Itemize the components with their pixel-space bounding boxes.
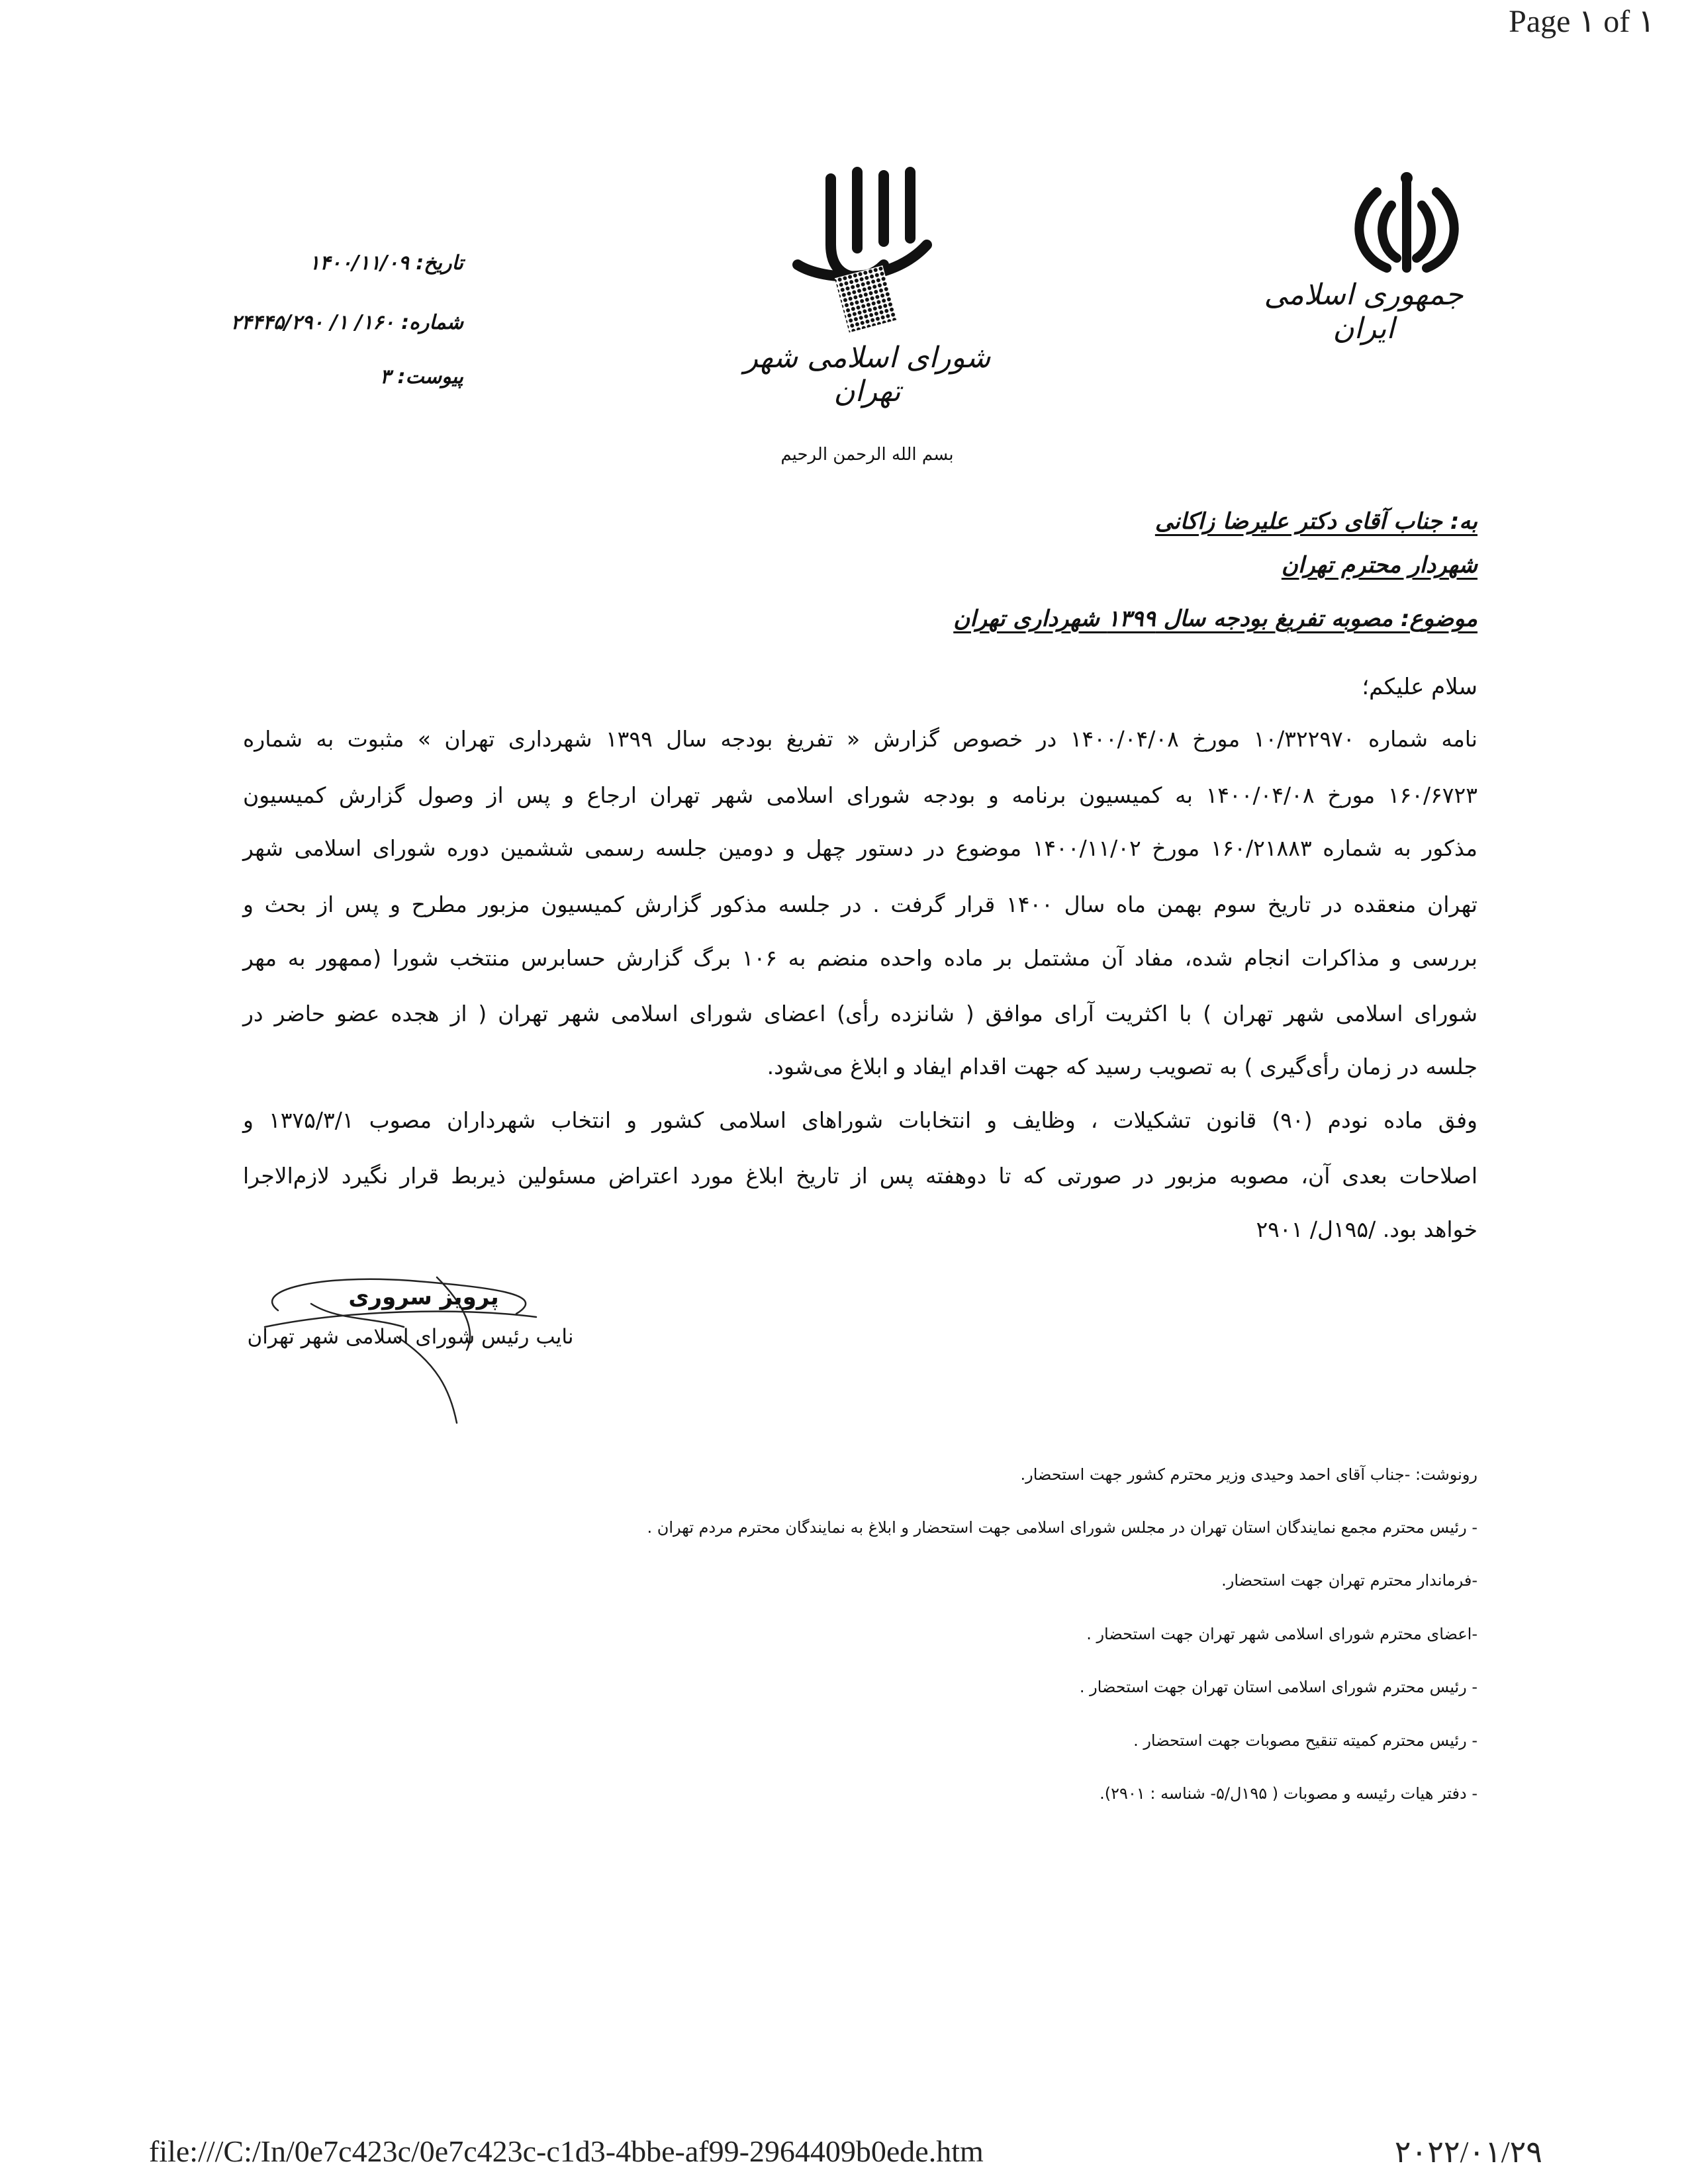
paragraph-line: ۱۶۰/۶۷۲۳ مورخ ۱۴۰۰/۰۴/۰۸ به کمیسیون برنامه و بودجه شورای اسلامی شهر تهران ارجاع و پس از وصول گزارش کمیسیون [243, 782, 1477, 808]
tehran-council-logo [784, 165, 937, 338]
cc-line: -فرماندار محترم تهران جهت استحضار. [1221, 1571, 1477, 1590]
letter-date: تاریخ: ۱۴۰۰/۱۱/۰۹ [309, 251, 463, 275]
cc-line: رونوشت: -جناب آقای احمد وحیدی وزیر محترم کشور جهت استحضار. [1020, 1465, 1477, 1484]
bismillah: بسم الله الرحمن الرحیم [780, 445, 954, 465]
cc-line: - دفتر هیات رئیسه و مصوبات ( ۱۹۵ل/۵- شناسه : ۲۹۰۱). [1100, 1784, 1477, 1803]
paragraph-line: شورای اسلامی شهر تهران ) با اکثریت آرای موافق ( شانزده رأی) اعضای شورای اسلامی شهر تهران ( از هجده عضو حاضر در [243, 1001, 1477, 1026]
letter-attachment: پیوست: ۳ [379, 365, 463, 388]
iran-emblem-logo [1331, 169, 1483, 281]
signatory-name: پرویز سروری [348, 1284, 499, 1310]
paragraph-line: بررسی و مذاکرات انجام شده، مفاد آن مشتمل بر ماده واحده منضم به ۱۰۶ برگ گزارش حسابرس منتخب شورا (ممهور به مهر [243, 945, 1477, 971]
signature-block [238, 1264, 609, 1436]
cc-line: - رئیس محترم کمیته تنقیح مصوبات جهت استحضار . [1133, 1731, 1477, 1750]
letter-number: شماره: ۱۶۰/ ۱/ ۲۴۴۴۵/۲۹۰ [230, 311, 463, 334]
paragraph-line: وفق ماده نودم (۹۰) قانون تشکیلات ، وظایف و انتخابات شوراهای اسلامی کشور و انتخاب شهرداران مصوب ۱۳۷۵/۳/۱ و [243, 1107, 1477, 1133]
letter-subject: موضوع: مصوبه تفریغ بودجه سال ۱۳۹۹ شهرداری تهران [953, 606, 1477, 632]
paragraph-line: جلسه در زمان رأی‌گیری ) به تصویب رسید که جهت اقدام ایفاد و ابلاغ می‌شود. [767, 1054, 1477, 1079]
page-indicator: Page ۱ of ۱ [1509, 4, 1655, 39]
council-logo-icon [784, 165, 937, 338]
council-caption: شورای اسلامی شهر تهران [743, 341, 991, 408]
cc-line: - رئیس محترم شورای اسلامی استان تهران جهت استحضار . [1079, 1678, 1477, 1696]
signatory-title: نایب رئیس شورای اسلامی شهر تهران [247, 1325, 574, 1349]
addressee-to: به: جناب آقای دکتر علیرضا زاکانی [1154, 508, 1477, 535]
paragraph-line: نامه شماره ۱۰/۳۲۲۹۷۰ مورخ ۱۴۰۰/۰۴/۰۸ در خصوص گزارش « تفریغ بودجه سال ۱۳۹۹ شهرداری تهران » مثبوت به شماره [243, 726, 1477, 752]
emblem-icon [1331, 169, 1483, 281]
paragraph-line: تهران منعقده در تاریخ سوم بهمن ماه سال ۱۴۰۰ قرار گرفت . در جلسه مذکور گزارش کمیسیون مزبور مطرح و پس از بحث و [243, 891, 1477, 917]
cc-line: - رئیس محترم مجمع نمایندگان استان تهران در مجلس شورای اسلامی جهت استحضار و ابلاغ به نمایندگان محترم مردم تهران . [647, 1518, 1477, 1537]
footer-print-date: ۲۰۲۲/۰۱/۲۹ [1394, 2135, 1542, 2169]
emblem-caption: جمهوری اسلامی ایران [1264, 278, 1464, 345]
paragraph-line: اصلاحات بعدی آن، مصوبه مزبور در صورتی که تا دوهفته پس از تاریخ ابلاغ مورد اعتراض مسئولین ذیربط قرار نگیرد لازم‌الاجرا [243, 1163, 1477, 1189]
addressee-title: شهردار محترم تهران [1281, 552, 1477, 578]
paragraph-line: خواهد بود. /۱۹۵ل/ ۲۹۰۱ [1256, 1216, 1477, 1242]
footer-file-path: file:///C:/In/0e7c423c/0e7c423c-c1d3-4bbe-af99-2964409b0ede.htm [149, 2134, 984, 2168]
paragraph-line: مذکور به شماره ۱۶۰/۲۱۸۸۳ مورخ ۱۴۰۰/۱۱/۰۲ موضوع در دستور چهل و دومین جلسه رسمی ششمین دوره شورای اسلامی شهر [243, 835, 1477, 861]
cc-line: -اعضای محترم شورای اسلامی شهر تهران جهت استحضار . [1086, 1625, 1477, 1643]
greeting: سلام علیکم؛ [1362, 674, 1477, 700]
